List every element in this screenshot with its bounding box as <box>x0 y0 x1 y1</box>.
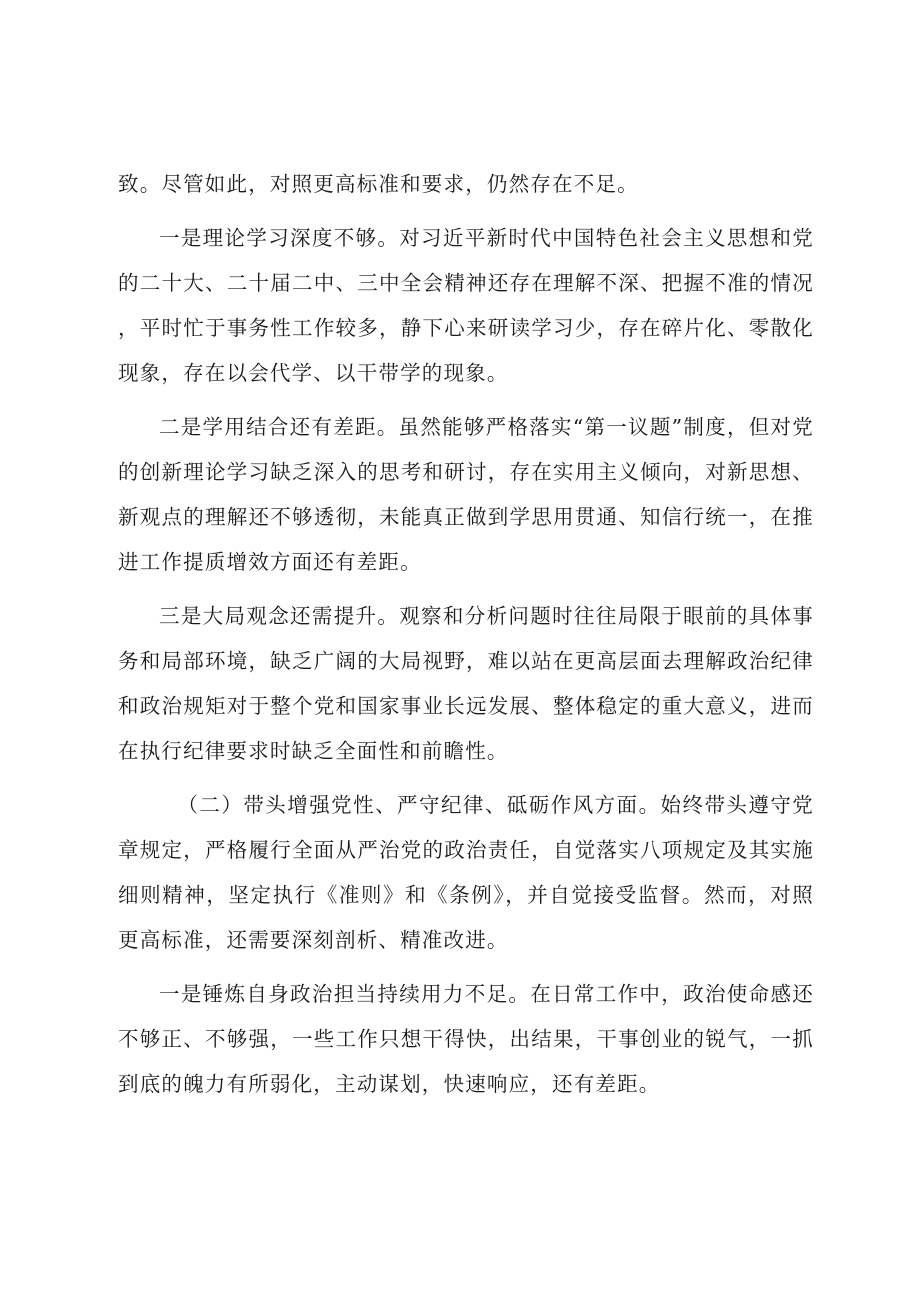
paragraph-overall-view: 三是大局观念还需提升。观察和分析问题时往往局限于眼前的具体事务和局部环境，缺乏广阔的大局视野，难以站在更高层面去理解政治纪律和政治规矩对于整个党和国家事业长远发展、整体稳定的重大意义，进而在执行纪律要求时缺乏全面性和前瞻性。 <box>118 604 814 763</box>
paragraph-theory-study: 一是理论学习深度不够。对习近平新时代中国特色社会主义思想和党的二十大、二十届二中、三中全会精神还存在理解不深、把握不准的情况，平时忙于事务性工作较多，静下心来研读学习少，存在碎片化、零散化现象，存在以会代学、以干带学的现象。 <box>118 226 814 385</box>
section-heading-paragraph: （二）带头增强党性、严守纪律、砥砺作风方面。始终带头遵守党章规定，严格履行全面从严治党的政治责任，自觉落实八项规定及其实施细则精神，坚定执行《准则》和《条例》，并自觉接受监督。然而，对照更高标准，还需要深刻剖析、精准改进。 <box>118 793 814 952</box>
document-body <box>118 162 814 1107</box>
paragraph-continuation: 致。尽管如此，对照更高标准和要求，仍然存在不足。 <box>118 172 639 196</box>
paragraph-study-application: 二是学用结合还有差距。虽然能够严格落实“第一议题”制度，但对党的创新理论学习缺乏深入的思考和研讨，存在实用主义倾向，对新思想、新观点的理解还不够透彻，未能真正做到学思用贯通、知信行统一，在推进工作提质增效方面还有差距。 <box>118 415 814 574</box>
paragraph-political-responsibility: 一是锤炼自身政治担当持续用力不足。在日常工作中，政治使命感还不够正、不够强，一些工作只想干得快，出结果，干事创业的锐气，一抓到底的魄力有所弱化，主动谋划，快速响应，还有差距。 <box>118 982 814 1096</box>
